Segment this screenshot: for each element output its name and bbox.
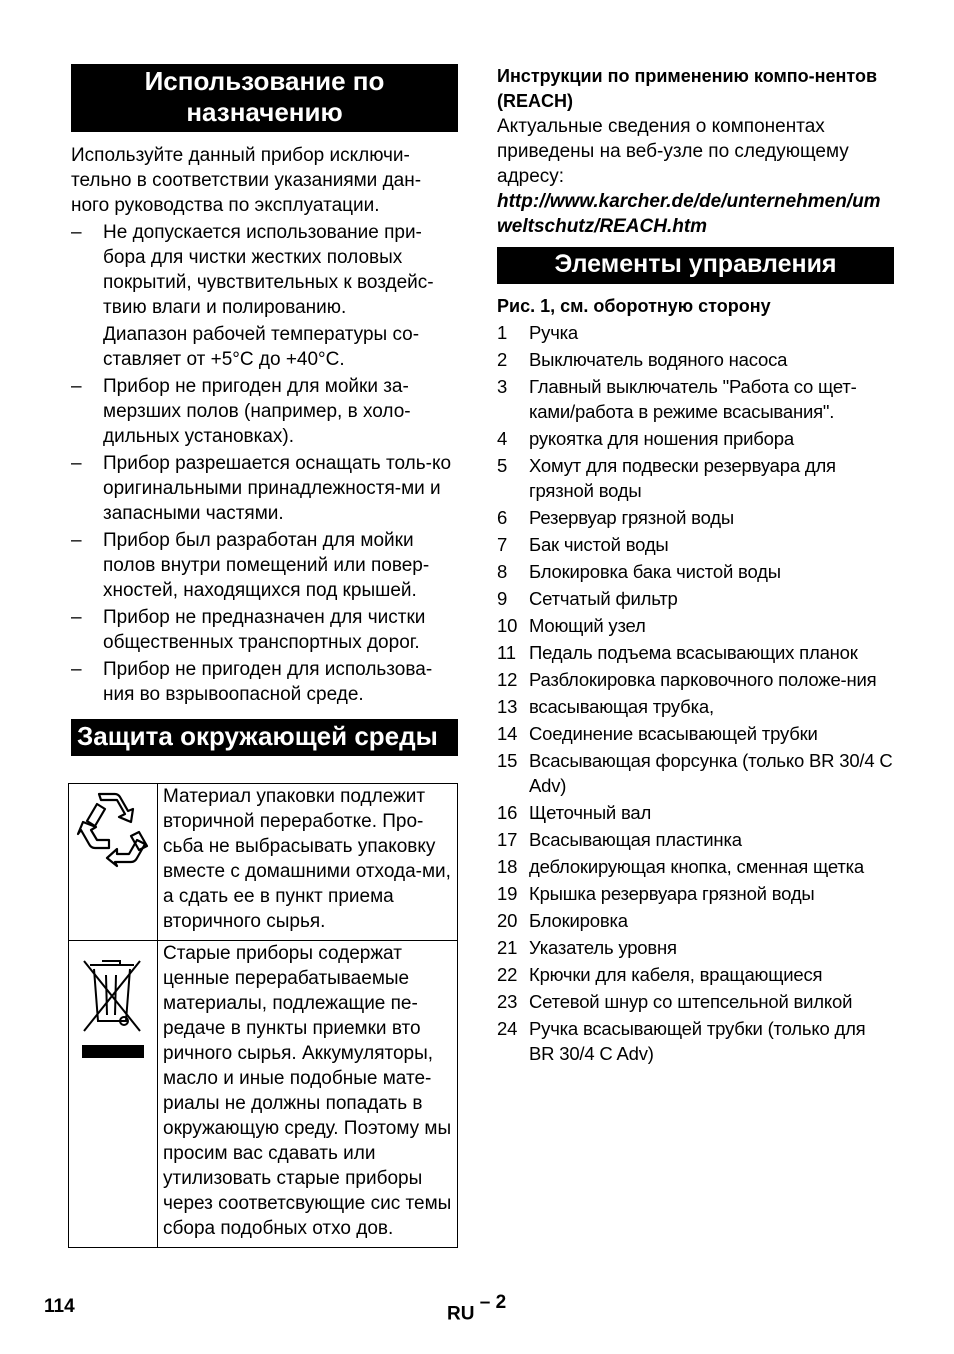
table-row xyxy=(69,941,458,1248)
item-number: 7 xyxy=(497,534,508,555)
dash-marker: – xyxy=(71,530,82,551)
item-number: 18 xyxy=(497,856,518,877)
item-label: всасывающая трубка, xyxy=(529,696,714,717)
list-item xyxy=(497,453,894,503)
list-item xyxy=(497,640,894,665)
list-item xyxy=(71,374,458,449)
list-item-text: Прибор разрешается оснащать толь-ко оригинальными принадлежностя-ми и запасными частями. xyxy=(103,453,452,524)
item-label: Блокировка xyxy=(529,910,628,931)
reach-text: Актуальные сведения о компонентах приведены на веб-узле по следующему адресу: xyxy=(497,116,849,187)
item-label: Бак чистой воды xyxy=(529,534,669,555)
environment-packaging-text: Материал упаковки подлежит вторичной переработке. Про-сьба не выбрасывать упаковку вместе с домашними отхода-ми, а сдать ее в пункт приема вторичного сырья. xyxy=(158,784,458,941)
item-label: Разблокировка парковочного положе-ния xyxy=(529,669,877,690)
dash-marker: – xyxy=(71,453,82,474)
item-number: 1 xyxy=(497,322,508,343)
item-label: Педаль подъема всасывающих планок xyxy=(529,642,858,663)
list-item xyxy=(497,586,894,611)
item-label: Соединение всасывающей трубки xyxy=(529,723,818,744)
environment-heading: Защита окружающей среды xyxy=(71,719,458,756)
item-number: 14 xyxy=(497,723,518,744)
item-number: 9 xyxy=(497,588,508,609)
dash-marker: – xyxy=(71,607,82,628)
list-item xyxy=(497,505,894,530)
list-item xyxy=(71,528,458,603)
list-item xyxy=(497,532,894,557)
list-item-text: Не допускается использование при-бора для чистки жестких половых покрытий, чувствительных к воздейс-твию влаги и полированию. xyxy=(103,222,434,318)
item-number: 23 xyxy=(497,991,518,1012)
crossed-out-bin-icon xyxy=(78,1043,148,1064)
list-item xyxy=(71,220,458,320)
item-number: 11 xyxy=(497,642,516,663)
item-label: рукоятка для ношения прибора xyxy=(529,428,794,449)
reach-heading: Инструкции по применению компо-нентов (REACH) xyxy=(497,66,878,111)
list-item xyxy=(71,657,458,707)
list-item xyxy=(497,347,894,372)
item-label: Указатель уровня xyxy=(529,937,677,958)
right-column xyxy=(497,64,894,1066)
item-label: Сетевой шнур со штепсельной вилкой xyxy=(529,991,853,1012)
item-number: 20 xyxy=(497,910,518,931)
item-number: 17 xyxy=(497,829,518,850)
list-item xyxy=(497,667,894,692)
list-item xyxy=(497,613,894,638)
item-label: Ручка xyxy=(529,322,579,343)
left-column xyxy=(71,64,458,1248)
controls-list xyxy=(497,320,894,1066)
controls-heading: Элементы управления xyxy=(497,247,894,284)
icon-cell xyxy=(69,941,158,1248)
intended-use-list xyxy=(71,220,458,707)
list-item xyxy=(497,935,894,960)
item-label: Всасывающая пластинка xyxy=(529,829,742,850)
item-number: 24 xyxy=(497,1018,518,1039)
item-number: 6 xyxy=(497,507,508,528)
language-code: RU xyxy=(447,1303,475,1325)
list-item xyxy=(71,605,458,655)
item-number: 21 xyxy=(497,937,518,958)
table-row xyxy=(69,784,458,941)
list-item-text: Прибор был разработан для мойки полов внутри помещений или повер-хностей, находящихся под крышей. xyxy=(103,530,430,601)
item-label: Сетчатый фильтр xyxy=(529,588,678,609)
list-item xyxy=(497,908,894,933)
list-item xyxy=(497,426,894,451)
recycling-icon xyxy=(75,852,151,873)
item-label: Резервуар грязной воды xyxy=(529,507,734,528)
item-label: деблокирующая кнопка, сменная щетка xyxy=(529,856,865,877)
list-item xyxy=(497,854,894,879)
list-item xyxy=(497,721,894,746)
item-number: 4 xyxy=(497,428,508,449)
list-item-note: Диапазон рабочей температуры со-ставляет от +5°C до +40°C. xyxy=(103,324,420,370)
intended-use-intro: Используйте данный прибор исключи-тельно в соответствии указаниями дан-ного руководства по эксплуатации. xyxy=(71,145,422,216)
item-number: 22 xyxy=(497,964,518,985)
list-item xyxy=(497,989,894,1014)
list-item xyxy=(497,1016,894,1066)
item-number: 19 xyxy=(497,883,518,904)
item-label: Крышка резервуара грязной воды xyxy=(529,883,815,904)
item-number: 16 xyxy=(497,802,518,823)
list-item xyxy=(497,800,894,825)
list-item xyxy=(497,881,894,906)
list-item xyxy=(497,374,894,424)
item-label: Всасывающая форсунка (только BR 30/4 C Adv) xyxy=(529,750,893,796)
section-page-marker xyxy=(447,1292,507,1325)
list-item xyxy=(497,559,894,584)
item-label: Моющий узел xyxy=(529,615,646,636)
icon-cell xyxy=(69,784,158,941)
item-number: 3 xyxy=(497,376,508,397)
item-label: Хомут для подвески резервуара для грязной воды xyxy=(529,455,836,501)
item-label: Выключатель водяного насоса xyxy=(529,349,788,370)
item-label: Главный выключатель "Работа со щет-ками/работа в режиме всасывания". xyxy=(529,376,857,422)
list-item xyxy=(497,694,894,719)
list-item-text: Прибор не предназначен для чистки общественных транспортных дорог. xyxy=(103,607,426,653)
item-label: Блокировка бака чистой воды xyxy=(529,561,781,582)
dash-marker: – xyxy=(71,376,82,397)
dash-marker: – xyxy=(71,659,82,680)
reach-url-link[interactable]: http://www.karcher.de/de/unternehmen/umweltschutz/REACH.htm xyxy=(497,191,881,237)
item-number: 10 xyxy=(497,615,518,636)
list-item xyxy=(497,748,894,798)
item-label: Ручка всасывающей трубки (только для BR 30/4 C Adv) xyxy=(529,1018,866,1064)
section-page-number: 2 xyxy=(495,1292,507,1313)
item-label: Щеточный вал xyxy=(529,802,652,823)
environment-old-devices-text: Старые приборы содержат ценные перерабатываемые материалы, подлежащие пе-редаче в пункты приемки вто ричного сырья. Аккумуляторы, масло и иные подобные мате-риалы не должны попадать в окружающую среду. Поэтому мы просим вас сдавать или утилизовать старые приборы через соответсвующие сис темы сбора подобных отхо дов. xyxy=(158,941,458,1248)
page-number: 114 xyxy=(44,1296,75,1317)
list-item xyxy=(497,962,894,987)
list-item xyxy=(497,320,894,345)
item-number: 5 xyxy=(497,455,508,476)
item-number: 2 xyxy=(497,349,508,370)
item-number: 13 xyxy=(497,696,518,717)
list-item-text: Прибор не пригоден для мойки за-мерзших полов (например, в холо-дильных установках). xyxy=(103,376,411,447)
footer-dash: – xyxy=(479,1292,491,1313)
list-item-text: Прибор не пригоден для использова-ния во взрывоопасной среде. xyxy=(103,659,433,705)
intended-use-heading: Использование по назначению xyxy=(71,64,458,132)
item-number: 15 xyxy=(497,750,518,771)
list-item xyxy=(497,827,894,852)
item-number: 8 xyxy=(497,561,508,582)
item-label: Крючки для кабеля, вращающиеся xyxy=(529,964,823,985)
figure-reference: Рис. 1, см. оборотную сторону xyxy=(497,296,771,316)
dash-marker: – xyxy=(71,222,82,243)
list-item xyxy=(71,451,458,526)
environment-table xyxy=(68,783,458,1248)
item-number: 12 xyxy=(497,669,518,690)
